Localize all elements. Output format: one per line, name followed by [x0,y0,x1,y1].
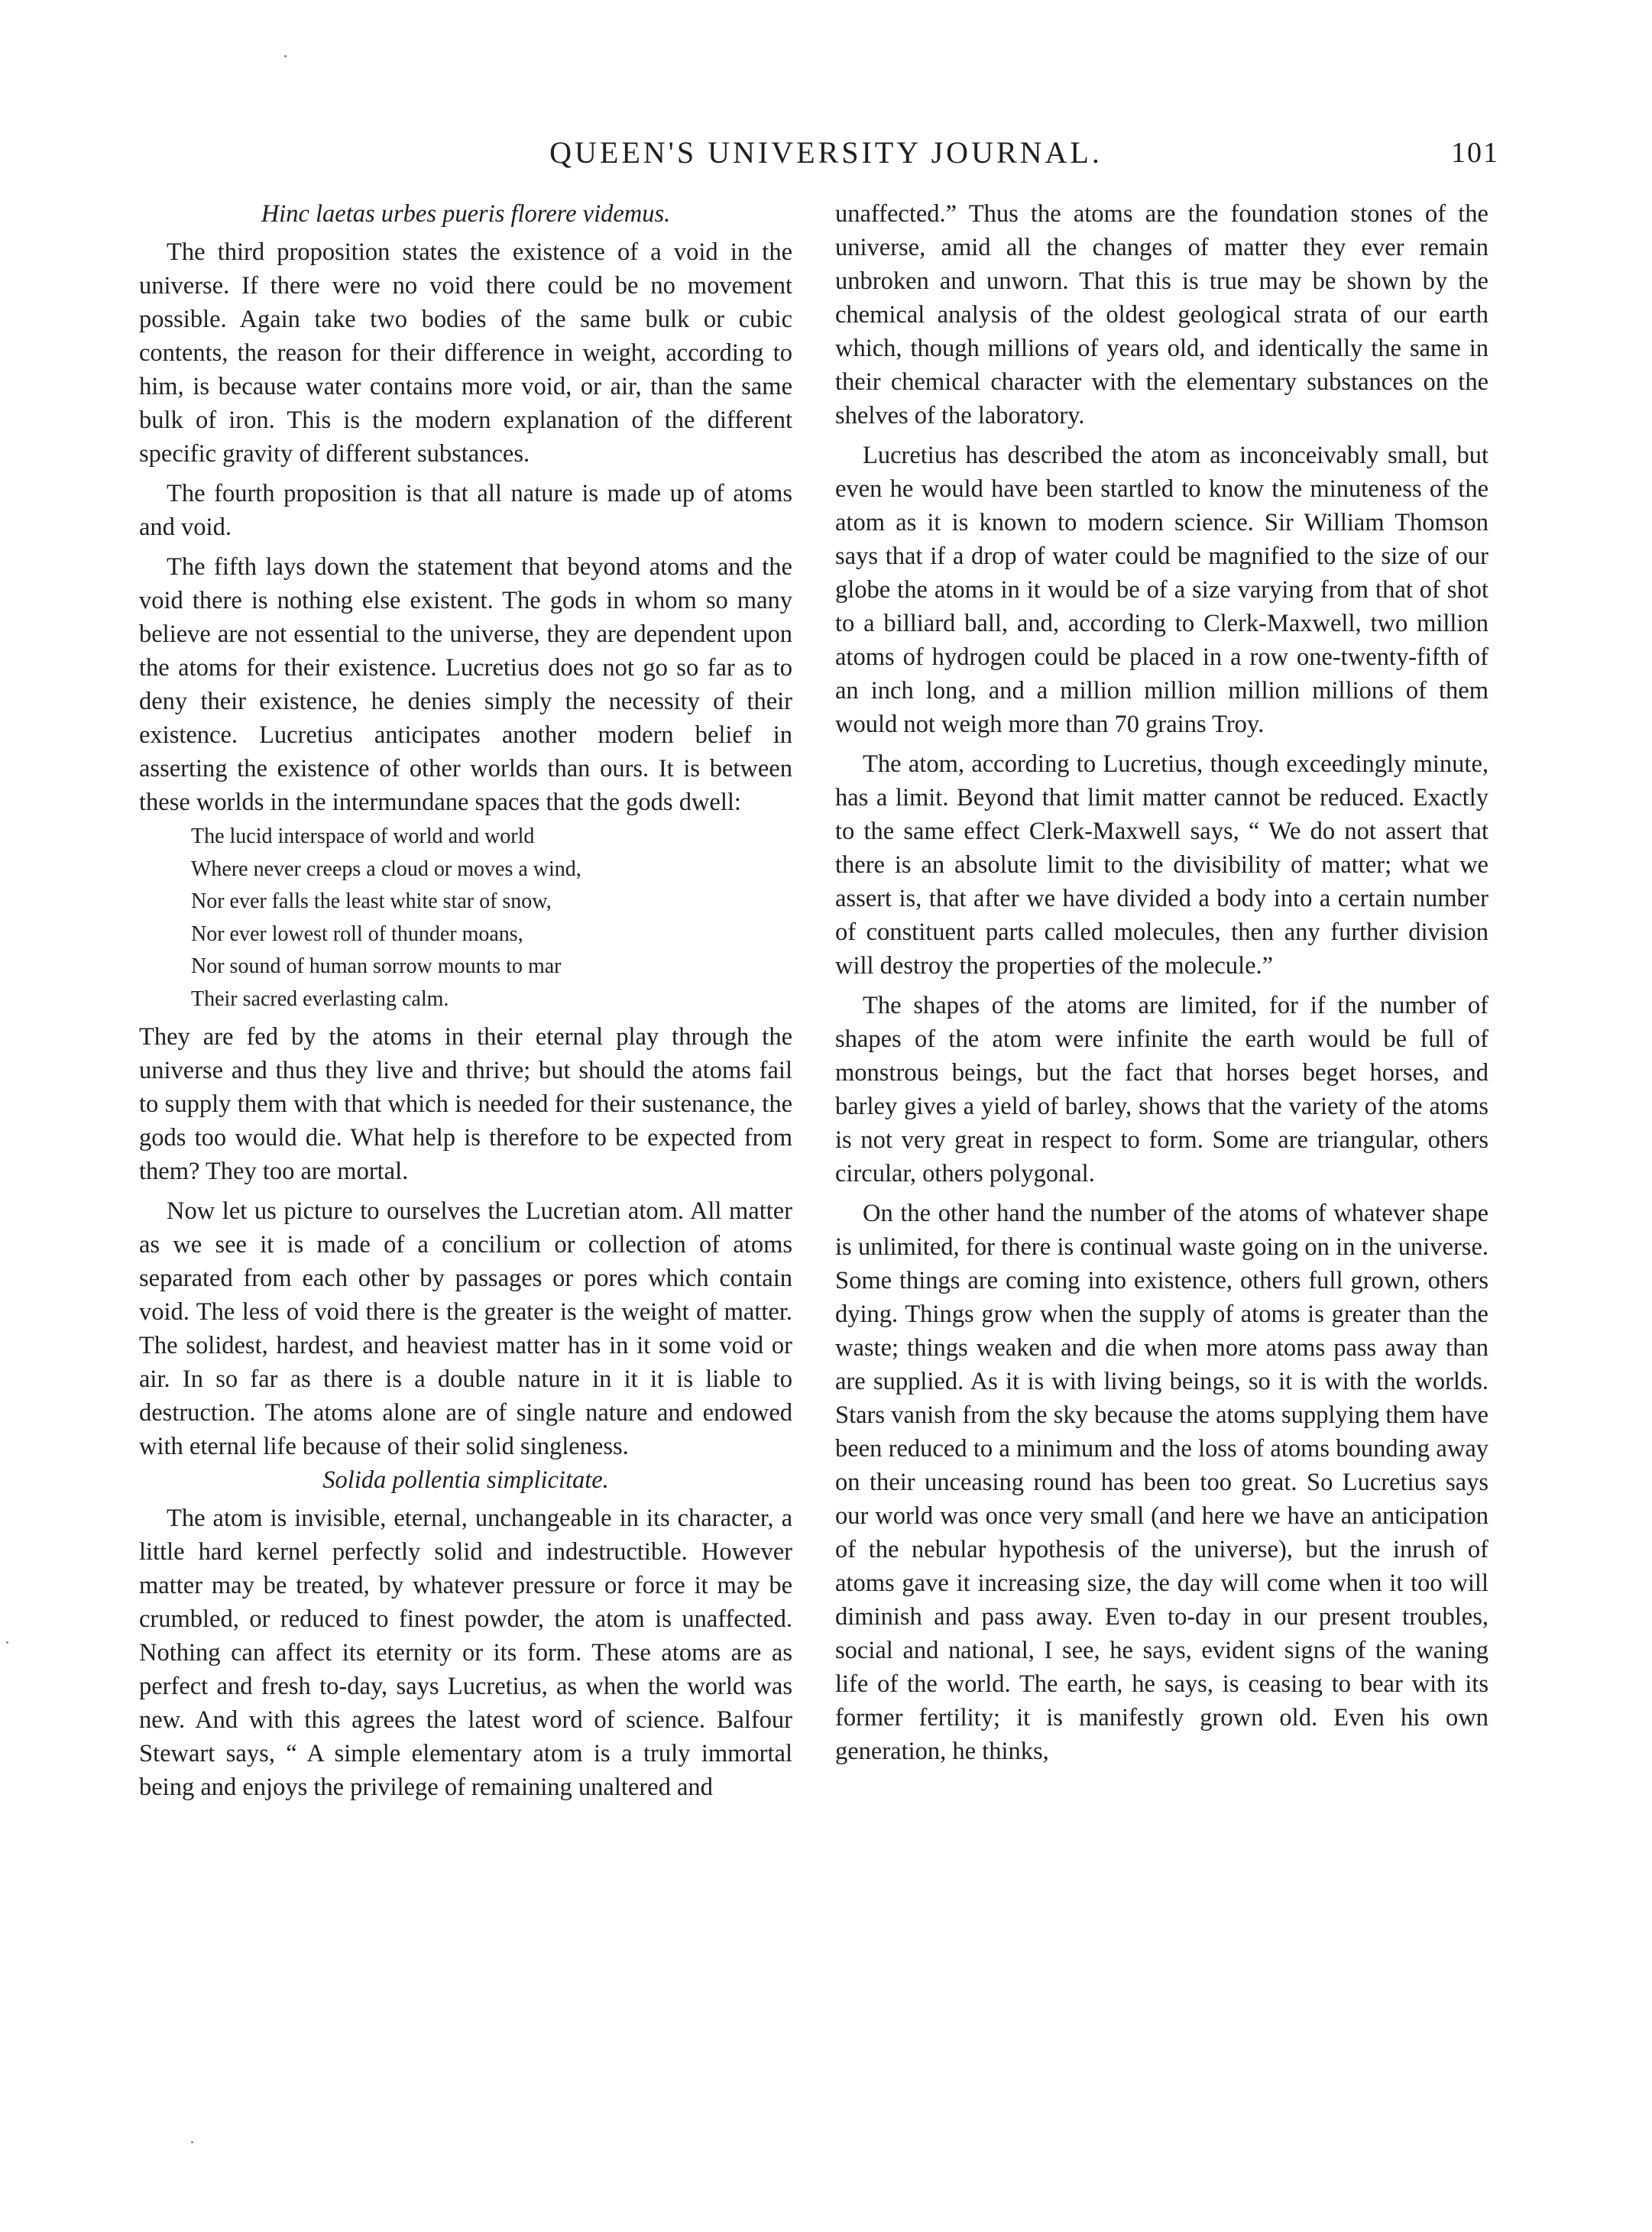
paragraph-atom-invisible: The atom is invisible, eternal, unchangeable in its character, a little hard kernel perfectly solid and indestructible. However matter may be treated, by whatever pressure or force it may be crumbled, or reduced to finest powder, the atom is unaffected. Nothing can affect its eternity or its form. These atoms are as perfect and fresh to-day, says Lucretius, as when the world was new. And with this agrees the latest word of science. Balfour Stewart says, “ A simple elementary atom is a truly immortal being and enjoys the privilege of remaining unaltered and [139,1505,792,1801]
right-column [835,197,1488,1768]
paragraph-unaffected: unaffected.” Thus the atoms are the foundation stones of the universe, amid all the changes of matter they ever remain unbroken and unworn. That this is true may be shown by the chemical analysis of the oldest geological strata of our earth which, though millions of years old, and identically the same in their chemical character with the elementary substances on the shelves of the laboratory. [835,200,1488,429]
paragraph-atom-small: Lucretius has described the atom as inconceivably small, but even he would have been startled to know the minuteness of the atom as it is known to modern science. Sir William Thomson says that if a drop of water could be magnified to the size of our globe the atoms in it would be of a size varying from that of shot to a billiard ball, and, according to Clerk-Maxwell, two million atoms of hydrogen could be placed in a row one-twenty-fifth of an inch long, and a million million million millions of them would not weigh more than 70 grains Troy. [835,442,1488,738]
poem-line: Nor sound of human sorrow mounts to mar [191,954,562,978]
poem-line: Nor ever lowest roll of thunder moans, [191,922,523,946]
poem-line: Nor ever falls the least white star of snow, [191,889,552,913]
left-column [139,197,792,1804]
paragraph-fourth-proposition: The fourth proposition is that all nature is made up of atoms and void. [139,480,792,541]
journal-title: QUEEN'S UNIVERSITY JOURNAL. [549,135,1103,170]
paragraph-atom-shapes: The shapes of the atoms are limited, for if the number of shapes of the atom were infinite the earth would be full of monstrous beings, but the fact that horses beget horses, and barley gives a yield of barley, shows that the variety of the atoms is not very great in respect to form. Some are triangular, others circular, others polygonal. [835,992,1488,1187]
poem-line: Their sacred everlasting calm. [191,986,449,1011]
poem-line: The lucid interspace of world and world [191,824,535,848]
paragraph-gods-fed: They are fed by the atoms in their eternal play through the universe and thus they live and thrive; but should the atoms fail to supply them with that which is needed for their sustenance, the gods too would die. What help is therefore to be expected from them? They too are mortal. [139,1023,792,1185]
paragraph-void: The third proposition states the existence of a void in the universe. If there were no void there could be no movement possible. Again take two bodies of the same bulk or cubic contents, the reason for their difference in weight, according to him, is because water contains more void, or air, than the same bulk of iron. This is the modern explanation of the different specific gravity of different substances. [139,238,792,468]
paper-speck [284,55,287,57]
poem-quotation [191,821,792,1016]
paragraph-atom-limit: The atom, according to Lucretius, though exceedingly minute, has a limit. Beyond that limit matter cannot be reduced. Exactly to the same effect Clerk-Maxwell says, “ We do not assert that there is an absolute limit to the divisibility of matter; what we assert is, that after we have divided a body into a certain number of constituent parts called molecules, then any further division will destroy the properties of the molecule.” [835,750,1488,980]
paragraph-lucretian-atom: Now let us picture to ourselves the Lucretian atom. All matter as we see it is made of a concilium or collection of atoms separated from each other by passages or pores which contain void. The less of void there is the greater is the weight of matter. The solidest, hardest, and heaviest matter has in it some void or air. In so far as there is a double nature in it it is liable to destruction. The atoms alone are of single nature and endowed with eternal life because of their solid singleness. [139,1197,792,1460]
poem-line: Where never creeps a cloud or moves a wind, [191,857,581,881]
paragraph-fifth-proposition: The fifth lays down the statement that beyond atoms and the void there is nothing else existent. The gods in whom so many believe are not essential to the universe, they are dependent upon the atoms for their existence. Lucretius does not go so far as to deny their existence, he denies simply the necessity of their existence. Lucretius anticipates another modern belief in asserting the existence of other worlds than ours. It is between these worlds in the intermundane spaces that the gods dwell: [139,553,792,816]
running-head [0,130,1652,176]
latin-motto-top: Hinc laetas urbes pueris florere videmus. [261,200,671,228]
paper-speck [6,1641,8,1644]
paper-speck [191,2141,193,2143]
latin-motto-middle: Solida pollentia simplicitate. [322,1466,609,1494]
paragraph-atom-number: On the other hand the number of the atoms of whatever shape is unlimited, for there is continual waste going on in the universe. Some things are coming into existence, others full grown, others dying. Things grow when the supply of atoms is greater than the waste; things weaken and die when more atoms pass away than are supplied. As it is with living beings, so it is with the worlds. Stars vanish from the sky because the atoms supplying them have been reduced to a minimum and the loss of atoms bounding away on their unceasing round has been too great. So Lucretius says our world was once very small (and here we have an anticipation of the nebular hypothesis of the universe), but the inrush of atoms gave it increasing size, the day will come when it too will diminish and pass away. Even to-day in our present troubles, social and national, I see, he says, evident signs of the waning life of the world. The earth, he says, is ceasing to bear with its former fertility; it is manifestly grown old. Even his own generation, he thinks, [835,1200,1488,1765]
page-number: 101 [1451,137,1499,169]
